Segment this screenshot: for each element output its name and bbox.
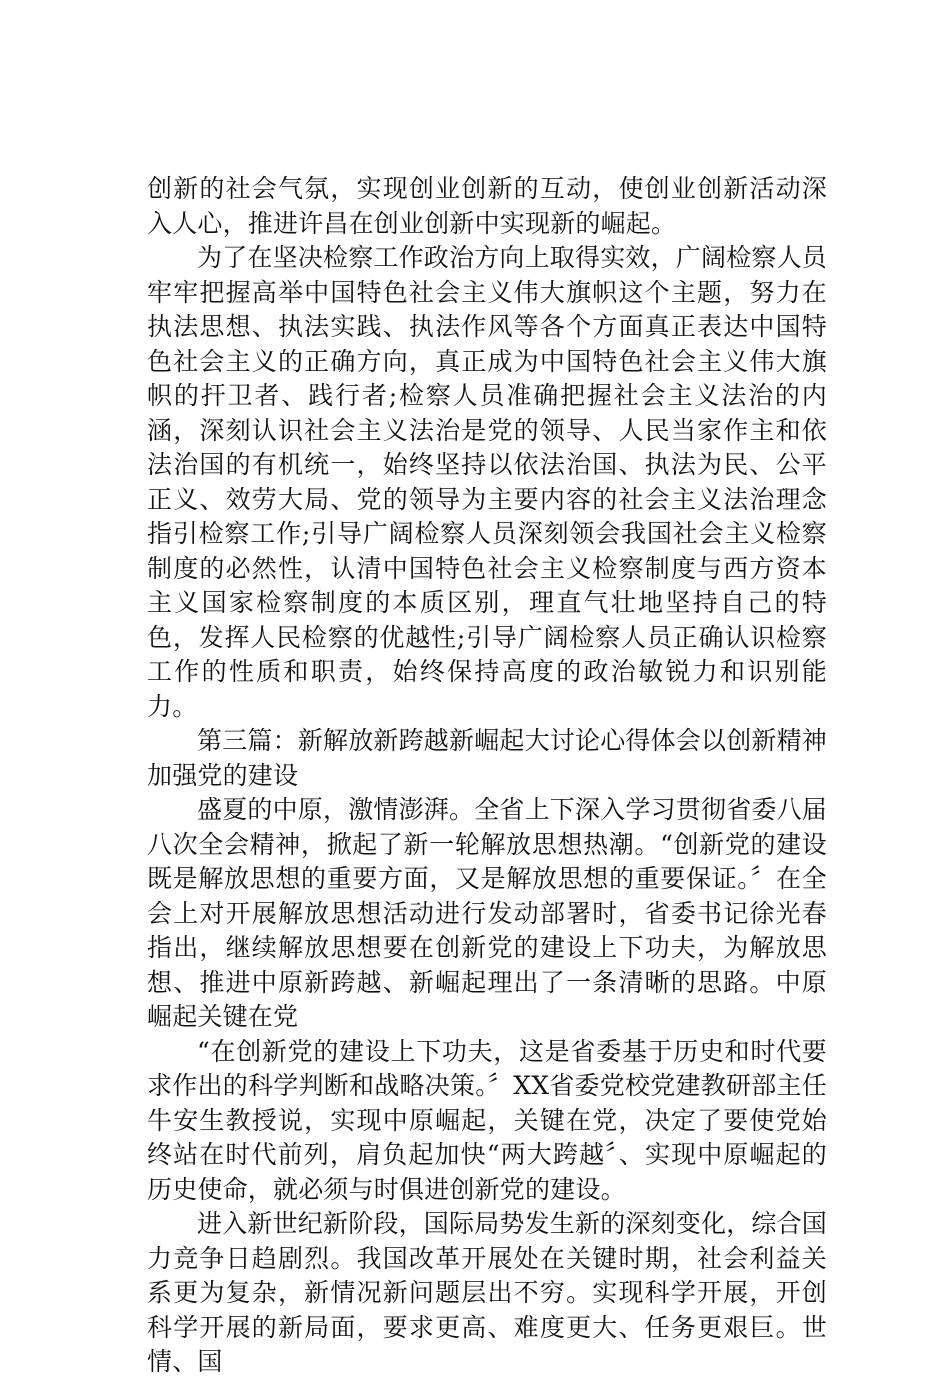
paragraph-procuratorial-work: 为了在坚决检察工作政治方向上取得实效，广阔检察人员牢牢把握高举中国特色社会主义伟大旗帜这个主题，努力在执法思想、执法实践、执法作风等各个方面真正表达中国特色社会主义的正确方向，真正成为中国特色社会主义伟大旗帜的扞卫者、践行者;检察人员准确把握社会主义法治的内涵，深刻认识社会主义法治是党的领导、人民当家作主和依法治国的有机统一，始终坚持以依法治国、执法为民、公平正义、效劳大局、党的领导为主要内容的社会主义法治理念指引检察工作;引导广阔检察人员深刻领会我国社会主义检察制度的必然性，认清中国特色社会主义检察制度与西方资本主义国家检察制度的本质区别，理直气壮地坚持自己的特色，发挥人民检察的优越性;引导广阔检察人员正确认识检察工作的性质和职责，始终保持高度的政治敏锐力和识别能力。 bbox=[147, 243, 828, 721]
paragraph-new-century: 进入新世纪新阶段，国际局势发生新的深刻变化，综合国力竞争日趋剧烈。我国改革开展处在关键时期，社会利益关系更为复杂，新情况新问题层出不穷。实现科学开展，开创科学开展的新局面，要求更高、难度更大、任务更艰巨。世情、国 bbox=[147, 1209, 828, 1376]
paragraph-central-plains: 盛夏的中原，激情澎湃。全省上下深入学习贯彻省委八届八次全会精神，掀起了新一轮解放思想热潮。“创新党的建设既是解放思想的重要方面，又是解放思想的重要保证。〞在全会上对开展解放思想活动进行发动部署时，省委书记徐光春指出，继续解放思想要在创新党的建设上下功夫，为解放思想、推进中原新跨越、新崛起理出了一条清晰的思路。中原崛起关键在党 bbox=[147, 795, 828, 1031]
paragraph-quote: “在创新党的建设上下功夫，这是省委基于历史和时代要求作出的科学判断和战略决策。〞XX省委党校党建教研部主任牛安生教授说，实现中原崛起，关键在党，决定了要使党始终站在时代前列，肩负起加快“两大跨越〞、实现中原崛起的历史使命，就必须与时俱进创新党的建设。 bbox=[147, 1036, 827, 1204]
section-heading: 第三篇：新解放新跨越新崛起大讨论心得体会以创新精神加强党的建设 bbox=[147, 726, 828, 790]
document-body bbox=[147, 172, 827, 1380]
paragraph-continuation: 创新的社会气氛，实现创业创新的互动，使创业创新活动深入人心，推进许昌在创业创新中实现新的崛起。 bbox=[147, 174, 827, 238]
